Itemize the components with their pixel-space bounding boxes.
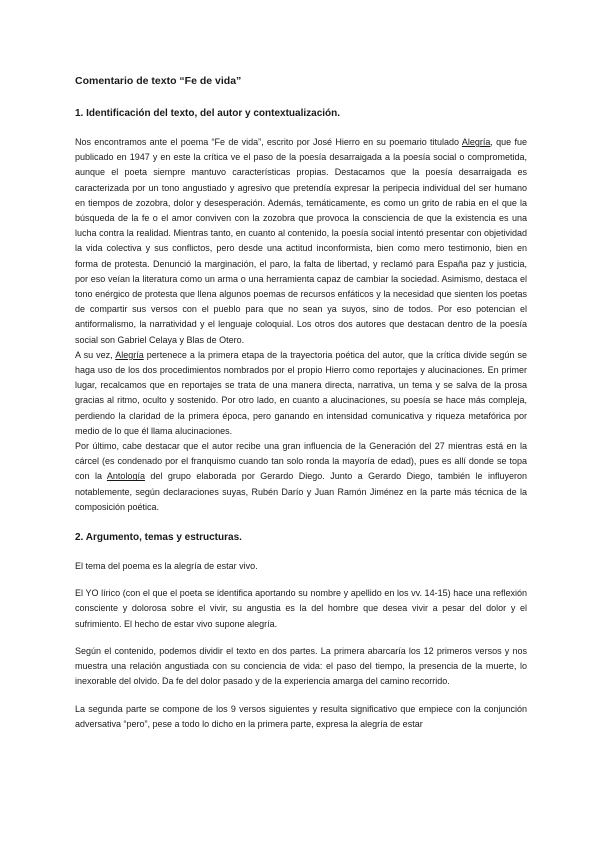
section-1-heading: 1. Identificación del texto, del autor y contextualización. — [75, 108, 341, 119]
book-title-alegria: Alegría — [461, 137, 491, 147]
section-2-paragraph-3: Según el contenido, podemos dividir el texto en dos partes. La primera abarcaría los 12 primeros versos y nos muestra una relación angustiada con su conciencia de vida: el paso del tiempo, la presencia de la muerte, lo inexorable del olvido. Da fe del dolor pasado y de la experiencia amarga del camino recorrido. — [75, 645, 527, 687]
section-2-paragraph-4: La segunda parte se compone de los 9 versos siguientes y resulta significativo que empiece con la conjunción adversativa “pero”, pese a todo lo dicho en la primera parte, expresa la alegría de estar — [75, 703, 527, 729]
section-2-heading: 2. Argumento, temas y estructuras. — [75, 532, 242, 544]
text-run: Por último, cabe destacar que el autor recibe una gran influencia de la Generación del 27 mientras está en la cárcel (es condenado por el franquismo cuando tan solo ronda la mayoría de edad), pues es allí donde se topa con la — [75, 441, 527, 482]
section-2-paragraph-2: El YO lírico (con el que el poeta se identifica aportando su nombre y apellido en los vv. 14-15) hace una reflexión consciente y dolorosa sobre el vivir, su angustia es la del hombre que desea vivir a pesar del dolor y el sufrimiento. El hecho de estar vivo supone alegría. — [75, 588, 527, 629]
section-1-paragraph-1 — [75, 135, 527, 348]
text-run: del grupo elaborada por Gerardo Diego. Junto a Gerardo Diego, también le influyeron notablemente, según declaraciones suyas, Rubén Darío y Juan Ramón Jiménez en la parte más técnica de la composición poética. — [75, 471, 527, 512]
section-1-paragraph-3 — [75, 439, 527, 515]
document-title: Comentario de texto “Fe de vida” — [75, 75, 242, 87]
text-run: , que fue publicado en 1947 y en este la crítica ve el paso de la poesía desarraigada a la poesía social o comprometida, aunque el poeta siempre mantuvo características propias. Destacamos que la poesía desarraigada es caracterizada por un tono angustiado y agresivo que pretendía expresar la peripecia individual del ser humano en tiempos de zozobra, dolor y desesperación. Además, temáticamente, es como un grito de rabia en el que la búsqueda de la fe o el amor conviven con la zozobra que provoca la consciencia de que la existencia es una lucha contra la realidad. Mientras tanto, en cuanto al contenido, la poesía social intentó presentar con objetividad la vida colectiva y sus conflictos, pero desde una actitud inconformista, bien como mero testimonio, bien en forma de protesta. Denunció la marginación, el paro, la falta de libertad, y reclamó para España paz y justicia, por eso veían la literatura como un arma o una herramienta capaz de cambiar la sociedad. Asimismo, destaca el tono enérgico de protesta que llena algunos poemas de recursos enfáticos y la necesidad que sienten los poetas de compartir sus versos con el pueblo para que no sean ya suyos, sino de todos. Por eso potencian el antiformalismo, la narratividad y el lenguaje coloquial. Los otros dos autores que destacan dentro de la poesía social son Gabriel Celaya y Blas de Otero. — [75, 137, 527, 345]
text-run: pertenece a la primera etapa de la trayectoria poética del autor, que la crítica divide según se haga uso de los dos procedimientos nombrados por el propio Hierro como reportajes y alucinaciones. En primer lugar, recalcamos que en reportajes se trata de una manera directa, narrativa, un tema y se salva de la prosa gracias al ritmo, oculto y sostenido. Por otro lado, en cuanto a alucinaciones, su poesía se hace más compleja, perdiendo la claridad de la primera época, pero ganando en intensidad comunicativa y riqueza metafórica por medio de lo que él llama alucinaciones. — [75, 349, 527, 436]
text-run: Nos encontramos ante el poema “Fe de vida”, escrito por José Hierro en su poemario titulado — [75, 137, 462, 147]
book-title-alegria: Alegría — [115, 349, 144, 360]
section-1-paragraph-2 — [75, 348, 527, 439]
section-2-paragraph-1: El tema del poema es la alegría de estar vivo. — [75, 561, 258, 572]
book-title-antologia: Antología — [106, 471, 145, 482]
text-run: A su vez, — [75, 349, 116, 360]
document-body — [75, 74, 527, 732]
